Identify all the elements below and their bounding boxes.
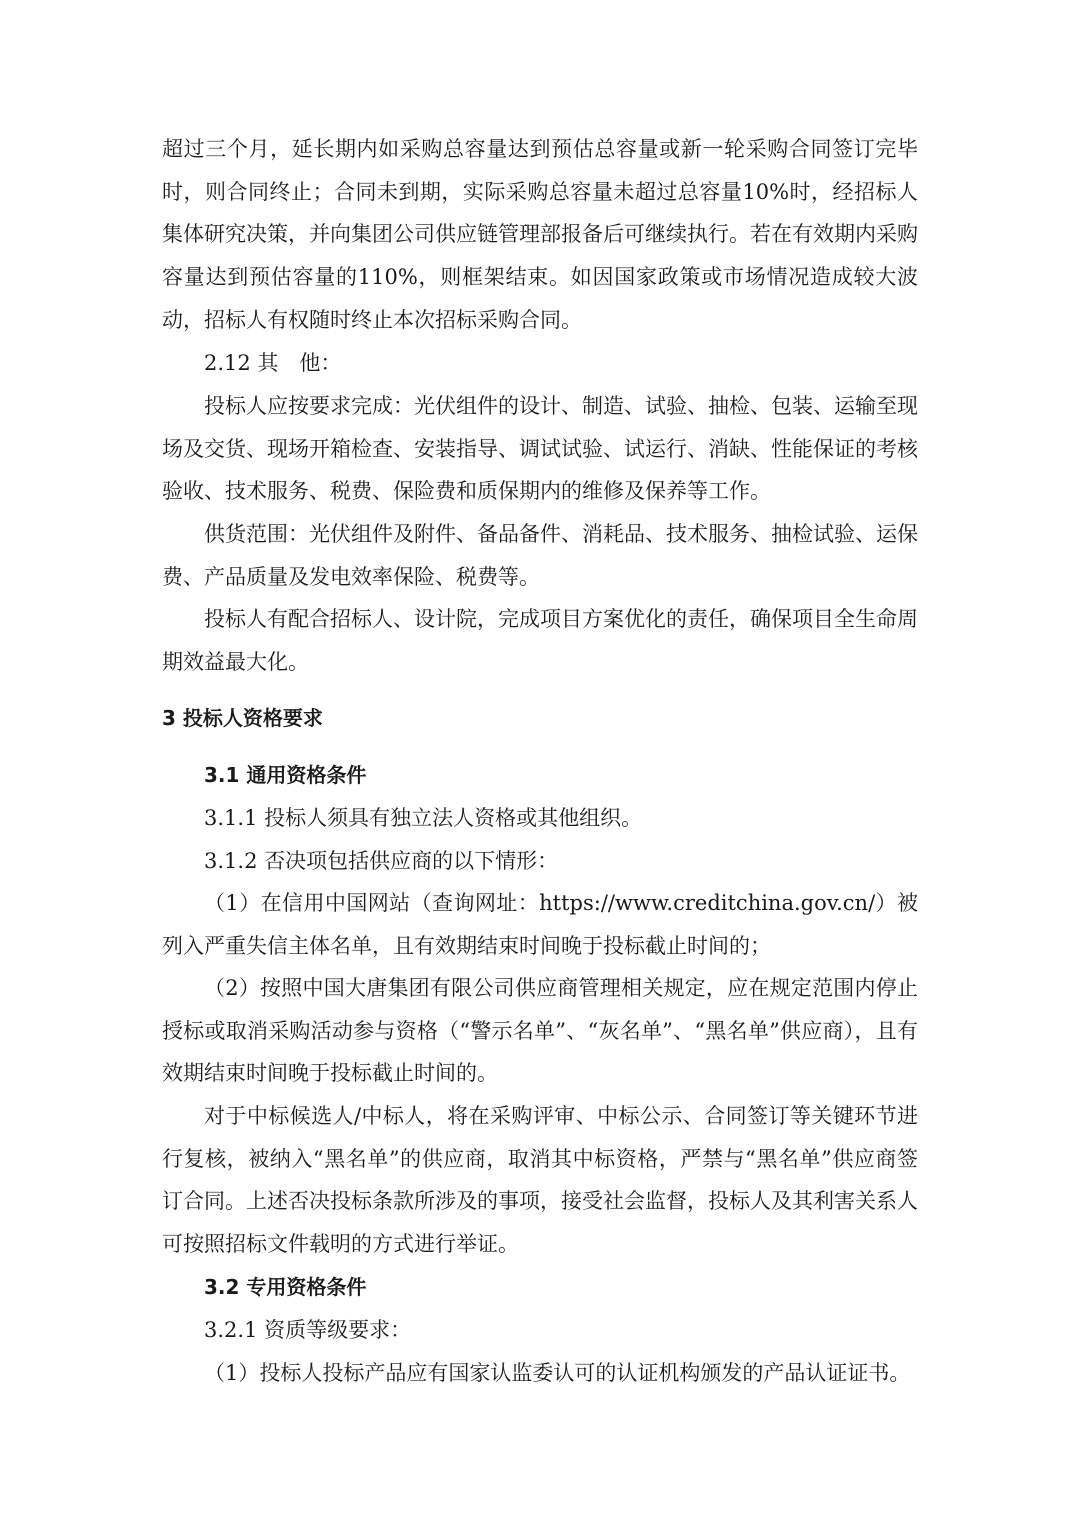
section-heading-3-2: 3.2 专用资格条件 (204, 1275, 367, 1299)
paragraph-review: 对于中标候选人/中标人，将在采购评审、中标公示、合同签订等关键环节进行复核，被纳入“黑名单”的供应商，取消其中标资格，严禁与“黑名单”供应商签订合同。上述否决投标条款所涉及的事项，接受社会监督，投标人及其利害关系人可按照招标文件载明的方式进行举证。 (162, 1104, 918, 1257)
paragraph-contract-term: 超过三个月，延长期内如采购总容量达到预估总容量或新一轮采购合同签订完毕时，则合同终止；合同未到期，实际采购总容量未超过总容量10%时，经招标人集体研究决策，并向集团公司供应链管理部报备后可继续执行。若在有效期内采购容量达到预估容量的110%，则框架结束。如因国家政策或市场情况造成较大波动，招标人有权随时终止本次招标采购合同。 (162, 137, 918, 332)
section-heading-3-1: 3.1 通用资格条件 (204, 763, 367, 787)
paragraph-3-1-1: 3.1.1 投标人须具有独立法人资格或其他组织。 (204, 806, 643, 830)
paragraph-design-cooperation: 投标人有配合招标人、设计院，完成项目方案优化的责任，确保项目全生命周期效益最大化。 (162, 607, 918, 674)
paragraph-supply-scope: 供货范围：光伏组件及附件、备品备件、消耗品、技术服务、抽检试验、运保费、产品质量及发电效率保险、税费等。 (162, 522, 918, 589)
section-heading-3: 3 投标人资格要求 (162, 706, 323, 730)
paragraph-certificate: （1）投标人投标产品应有国家认监委认可的认证机构颁发的产品认证证书。 (204, 1361, 911, 1385)
paragraph-3-1-2: 3.1.2 否决项包括供应商的以下情形： (204, 849, 559, 873)
paragraph-2-12-heading: 2.12 其 他： (204, 351, 342, 375)
paragraph-item-1: （1）在信用中国网站（查询网址：https://www.creditchina.gov.cn/）被列入严重失信主体名单，且有效期结束时间晚于投标截止时间的； (162, 891, 918, 958)
paragraph-3-2-1: 3.2.1 资质等级要求： (204, 1318, 412, 1342)
paragraph-item-2: （2）按照中国大唐集团有限公司供应商管理相关规定，应在规定范围内停止授标或取消采购活动参与资格（“警示名单”、“灰名单”、“黑名单”供应商），且有效期结束时间晚于投标截止时间的。 (162, 976, 918, 1086)
paragraph-bidder-scope: 投标人应按要求完成：光伏组件的设计、制造、试验、抽检、包装、运输至现场及交货、现场开箱检查、安装指导、调试试验、试运行、消缺、性能保证的考核验收、技术服务、税费、保险费和质保期内的维修及保养等工作。 (162, 394, 918, 504)
